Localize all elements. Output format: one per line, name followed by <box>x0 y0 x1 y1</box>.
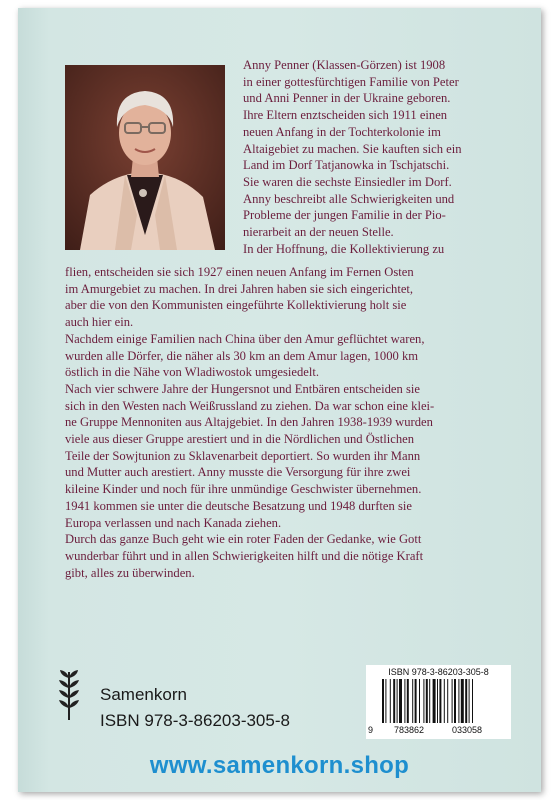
blurb-line: Altaigebiet zu machen. Sie kauften sich ein <box>243 141 462 156</box>
blurb-line: wurden alle Dörfer, die näher als 30 km an dem Amur lagen, 1000 km <box>65 348 419 363</box>
blurb-line: 1941 kommen sie unter die deutsche Besatzung und 1948 durften sie <box>65 498 412 513</box>
barcode-digits-left: 783862 <box>394 725 425 735</box>
blurb-line: Probleme der jungen Familie in der Pio- <box>243 208 446 223</box>
publisher-name: Samenkorn <box>100 685 187 704</box>
blurb-line: viele aus dieser Gruppe arestiert und in die Nördlichen und Östlichen <box>65 432 415 447</box>
blurb-line: Land im Dorf Tatjanowka in Tschjatschi. <box>243 158 450 173</box>
blurb-line: ne Gruppe Mennoniten aus Altajgebiet. In den Jahren 1938-1939 wurden <box>65 415 433 430</box>
blurb-line: gibt, alles zu überwinden. <box>65 565 195 580</box>
barcode-isbn: ISBN 978-3-86203-305-8 <box>388 667 489 677</box>
barcode-digits-right: 033058 <box>452 725 483 735</box>
blurb-line: aber die von den Kommunisten eingeführte Kollektivierung holt sie <box>65 298 407 313</box>
author-photo <box>65 65 225 250</box>
blurb-line: und Anni Penner in der Ukraine geboren. <box>243 91 451 106</box>
isbn-label: ISBN 978-3-86203-305-8 <box>100 711 290 730</box>
blurb-line: in einer gottesfürchtigen Familie von Peter <box>243 74 459 89</box>
blurb-intro <box>243 57 533 257</box>
blurb-line: In der Hoffnung, die Kollektivierung zu <box>243 241 445 256</box>
blurb-line: Anny beschreibt alle Schwierigkeiten und <box>243 191 455 206</box>
blurb-line: im Amurgebiet zu machen. In drei Jahren haben sie sich eingerichtet, <box>65 281 414 296</box>
blurb-line: Ihre Eltern enztscheiden sich 1911 einen <box>243 108 448 123</box>
barcode-digit-first: 9 <box>368 725 374 735</box>
barcode <box>366 665 511 739</box>
blurb-line: Nach vier schwere Jahre der Hungersnot und Entbären entscheiden sie <box>65 381 420 396</box>
blurb-line: und Mutter auch arestiert. Anny musste die Versorgung für ihre zwei <box>65 465 411 480</box>
blurb-line: sich in den Westen nach Weißrussland zu ziehen. Da war schon eine klei- <box>65 398 435 413</box>
blurb-line: kileine Kinder und noch für ihre unmündige Geschwister übernehmen. <box>65 482 422 497</box>
blurb-line: wunderbar führt und in allen Schwierigkeiten hilft und die nötige Kraft <box>65 548 424 563</box>
blurb-line: Teile der Sowjtunion zu Sklavenarbeit deportiert. So wurden ihr Mann <box>65 448 421 463</box>
wheat-logo-icon <box>57 668 81 722</box>
blurb-line: Anny Penner (Klassen-Görzen) ist 1908 <box>243 58 446 72</box>
barcode-bars <box>372 679 505 725</box>
blurb-line: östlich in die Nähe von Wladiwostok umgesiedelt. <box>65 365 320 380</box>
blurb-line: nierarbeit an der neuen Stelle. <box>243 225 394 240</box>
blurb-line: auch hier ein. <box>65 315 134 330</box>
blurb-body <box>65 264 525 581</box>
blurb-line: Europa verlassen und nach Kanada ziehen. <box>65 515 282 530</box>
blurb-line: Durch das ganze Buch geht wie ein roter Faden der Gedanke, wie Gott <box>65 532 422 547</box>
website-url[interactable]: www.samenkorn.shop <box>149 752 410 779</box>
blurb-line: neuen Anfang in der Tochterkolonie im <box>243 124 441 139</box>
blurb-line: flien, entscheiden sie sich 1927 einen neuen Anfang im Fernen Osten <box>65 265 414 279</box>
blurb-line: Sie waren die sechste Einsiedler im Dorf. <box>243 174 452 189</box>
blurb-line: Nachdem einige Familien nach China über den Amur geflüchtet waren, <box>65 331 425 346</box>
